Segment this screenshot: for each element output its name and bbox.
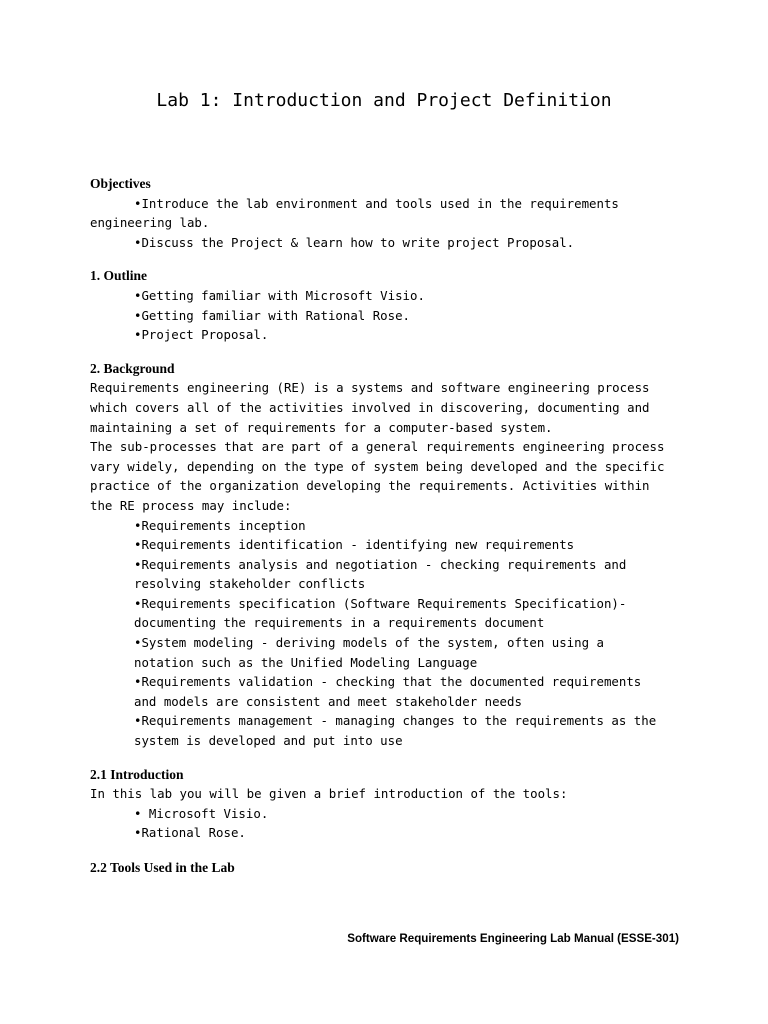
background-p2-line-4: the RE process may include: xyxy=(90,497,292,513)
outline-item-3: •Project Proposal. xyxy=(134,327,269,343)
document-body xyxy=(90,174,690,878)
spacer xyxy=(90,252,690,266)
background-p2-line-2: vary widely, depending on the type of system being developed and the specific xyxy=(90,458,665,474)
introduction-item-1: • Microsoft Visio. xyxy=(134,805,269,821)
background-p1-line-2: which covers all of the activities involved in discovering, documenting and xyxy=(90,399,650,415)
introduction-item-2: •Rational Rose. xyxy=(134,825,246,841)
background-bullet-line-11: •Requirements management - managing changes to the requirements as the xyxy=(134,713,657,729)
tools-heading: 2.2 Tools Used in the Lab xyxy=(90,860,235,875)
objectives-line-2: engineering lab. xyxy=(90,215,210,231)
background-bullet-line-1: •Requirements inception xyxy=(134,517,306,533)
background-bullet-line-9: •Requirements validation - checking that the documented requirements xyxy=(134,674,642,690)
introduction-lead: In this lab you will be given a brief introduction of the tools: xyxy=(90,786,568,802)
introduction-heading: 2.1 Introduction xyxy=(90,766,184,782)
background-bullet-line-12: system is developed and put into use xyxy=(134,733,403,749)
background-bullet-line-6: documenting the requirements in a requirements document xyxy=(134,615,545,631)
background-bullet-line-10: and models are consistent and meet stakeholder needs xyxy=(134,693,522,709)
background-p2-line-1: The sub-processes that are part of a general requirements engineering process xyxy=(90,439,665,455)
background-heading: 2. Background xyxy=(90,360,175,376)
outline-item-1: •Getting familiar with Microsoft Visio. xyxy=(134,287,425,303)
background-bullet-line-4: resolving stakeholder conflicts xyxy=(134,576,366,592)
background-bullet-line-2: •Requirements identification - identifying new requirements xyxy=(134,537,575,553)
page-footer: Software Requirements Engineering Lab Manual (ESSE-301) xyxy=(347,932,679,945)
spacer xyxy=(90,843,690,858)
background-p2-line-3: practice of the organization developing the requirements. Activities within xyxy=(90,478,650,494)
background-bullet-line-7: •System modeling - deriving models of the system, often using a xyxy=(134,635,604,651)
objectives-line-1: •Introduce the lab environment and tools used in the requirements xyxy=(134,195,619,211)
outline-item-2: •Getting familiar with Rational Rose. xyxy=(134,307,411,323)
document-title: Lab 1: Introduction and Project Definition xyxy=(156,90,612,111)
background-bullet-line-8: notation such as the Unified Modeling Language xyxy=(134,654,478,670)
background-p1-line-1: Requirements engineering (RE) is a systems and software engineering process xyxy=(90,380,650,396)
objectives-heading: Objectives xyxy=(90,176,151,191)
spacer xyxy=(90,751,690,765)
outline-heading: 1. Outline xyxy=(90,268,148,284)
objectives-line-3: •Discuss the Project & learn how to write project Proposal. xyxy=(134,234,575,250)
background-bullet-line-5: •Requirements specification (Software Requirements Specification)- xyxy=(134,595,627,611)
spacer xyxy=(90,345,690,359)
background-p1-line-3: maintaining a set of requirements for a computer-based system. xyxy=(90,419,553,435)
background-bullet-line-3: •Requirements analysis and negotiation - checking requirements and xyxy=(134,556,627,572)
